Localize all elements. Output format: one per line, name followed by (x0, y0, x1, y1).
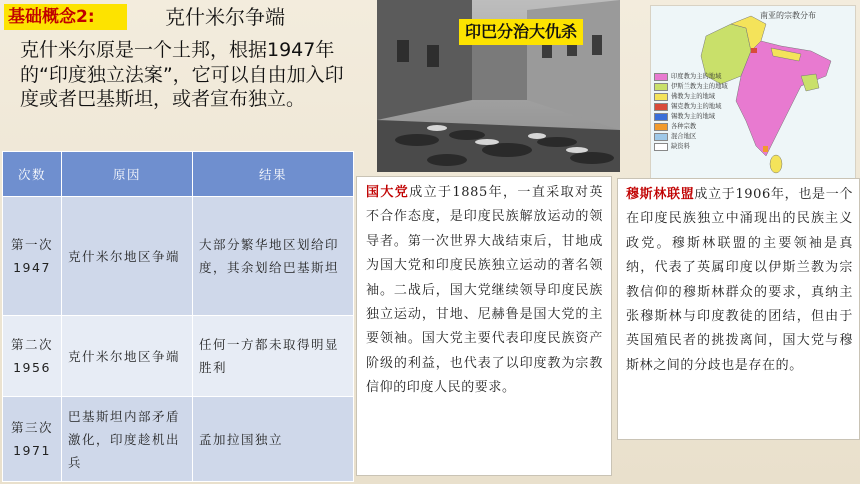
legend-item (654, 112, 728, 122)
table-cell-time: 第三次1971 (3, 397, 62, 482)
congress-name: 国大党 (366, 185, 410, 200)
muslim-league-box (617, 178, 860, 440)
table-row (3, 316, 354, 397)
legend-swatch (654, 93, 668, 101)
legend-swatch (654, 103, 668, 111)
table-header-cause: 原因 (62, 152, 193, 197)
table-header-result: 结果 (193, 152, 354, 197)
legend-item (654, 92, 728, 102)
section-tag: 基础概念2: (4, 4, 127, 30)
legend-label: 佛教为主的地域 (671, 93, 716, 100)
legend-label: 锡教为主的地域 (671, 113, 716, 120)
legend-swatch (654, 143, 668, 151)
table-header-time: 次数 (3, 152, 62, 197)
table-row (3, 197, 354, 316)
table-row (3, 397, 354, 482)
legend-swatch (654, 123, 668, 131)
map-title: 南亚的宗教分布 (760, 11, 816, 20)
table-cell-cause: 克什米尔地区争端 (62, 316, 193, 397)
table-cell-result: 任何一方都未取得明显胜利 (193, 316, 354, 397)
legend-item (654, 82, 728, 92)
legend-item (654, 132, 728, 142)
table-cell-time: 第二次1956 (3, 316, 62, 397)
table-cell-cause: 克什米尔地区争端 (62, 197, 193, 316)
congress-text: 成立于1885年，一直采取对英不合作态度，是印度民族解放运动的领导者。第一次世界大战结束后，甘地成为国大党和印度民族独立运动的著名领袖。二战后，国大党继续领导印度民族独立运动，甘地、尼赫鲁是国大党的主要领袖。国大党主要代表印度民族资产阶级的利益，也代表了以印度教为宗教信仰的印度人民的要求。 (366, 185, 603, 396)
legend-label: 缺资料 (671, 143, 690, 150)
table-cell-cause: 巴基斯坦内部矛盾激化，印度趁机出兵 (62, 397, 193, 482)
congress-box (356, 176, 612, 476)
legend-swatch (654, 113, 668, 121)
table-header-row (3, 152, 354, 197)
legend-label: 锡克教为主的地域 (671, 103, 722, 110)
legend-item (654, 142, 728, 152)
legend-label: 混合地区 (671, 133, 697, 140)
legend-item (654, 72, 728, 82)
map-legend (654, 72, 728, 152)
photo-caption: 印巴分治大仇杀 (459, 19, 583, 45)
muslim-league-text: 成立于1906年，也是一个在印度民族独立中涌现出的民族主义政党。穆斯林联盟的主要领袖是真纳，代表了英属印度以伊斯兰教为宗教信仰的穆斯林群众的要求，真纳主张穆斯林与印度教徒的团结，但由于英国殖民者的挑拨离间，国大党与穆斯林之间的分歧也是存在的。 (626, 187, 853, 373)
legend-swatch (654, 73, 668, 81)
section-topic: 克什米尔争端 (165, 5, 285, 29)
legend-swatch (654, 133, 668, 141)
war-table (2, 151, 354, 482)
table-cell-result: 大部分繁华地区划给印度，其余划给巴基斯坦 (193, 197, 354, 316)
legend-label: 伊斯兰教为主的地域 (671, 83, 728, 90)
muslim-league-name: 穆斯林联盟 (626, 187, 695, 202)
legend-label: 各种宗教 (671, 123, 697, 130)
legend-swatch (654, 83, 668, 91)
intro-paragraph: 克什米尔原是一个土邦，根据1947年的“印度独立法案”，它可以自由加入印度或者巴基斯坦，或者宣布独立。 (20, 39, 344, 110)
table-cell-result: 孟加拉国独立 (193, 397, 354, 482)
legend-item (654, 102, 728, 112)
table-cell-time: 第一次1947 (3, 197, 62, 316)
legend-item (654, 122, 728, 132)
legend-label: 印度教为主的地域 (671, 73, 722, 80)
